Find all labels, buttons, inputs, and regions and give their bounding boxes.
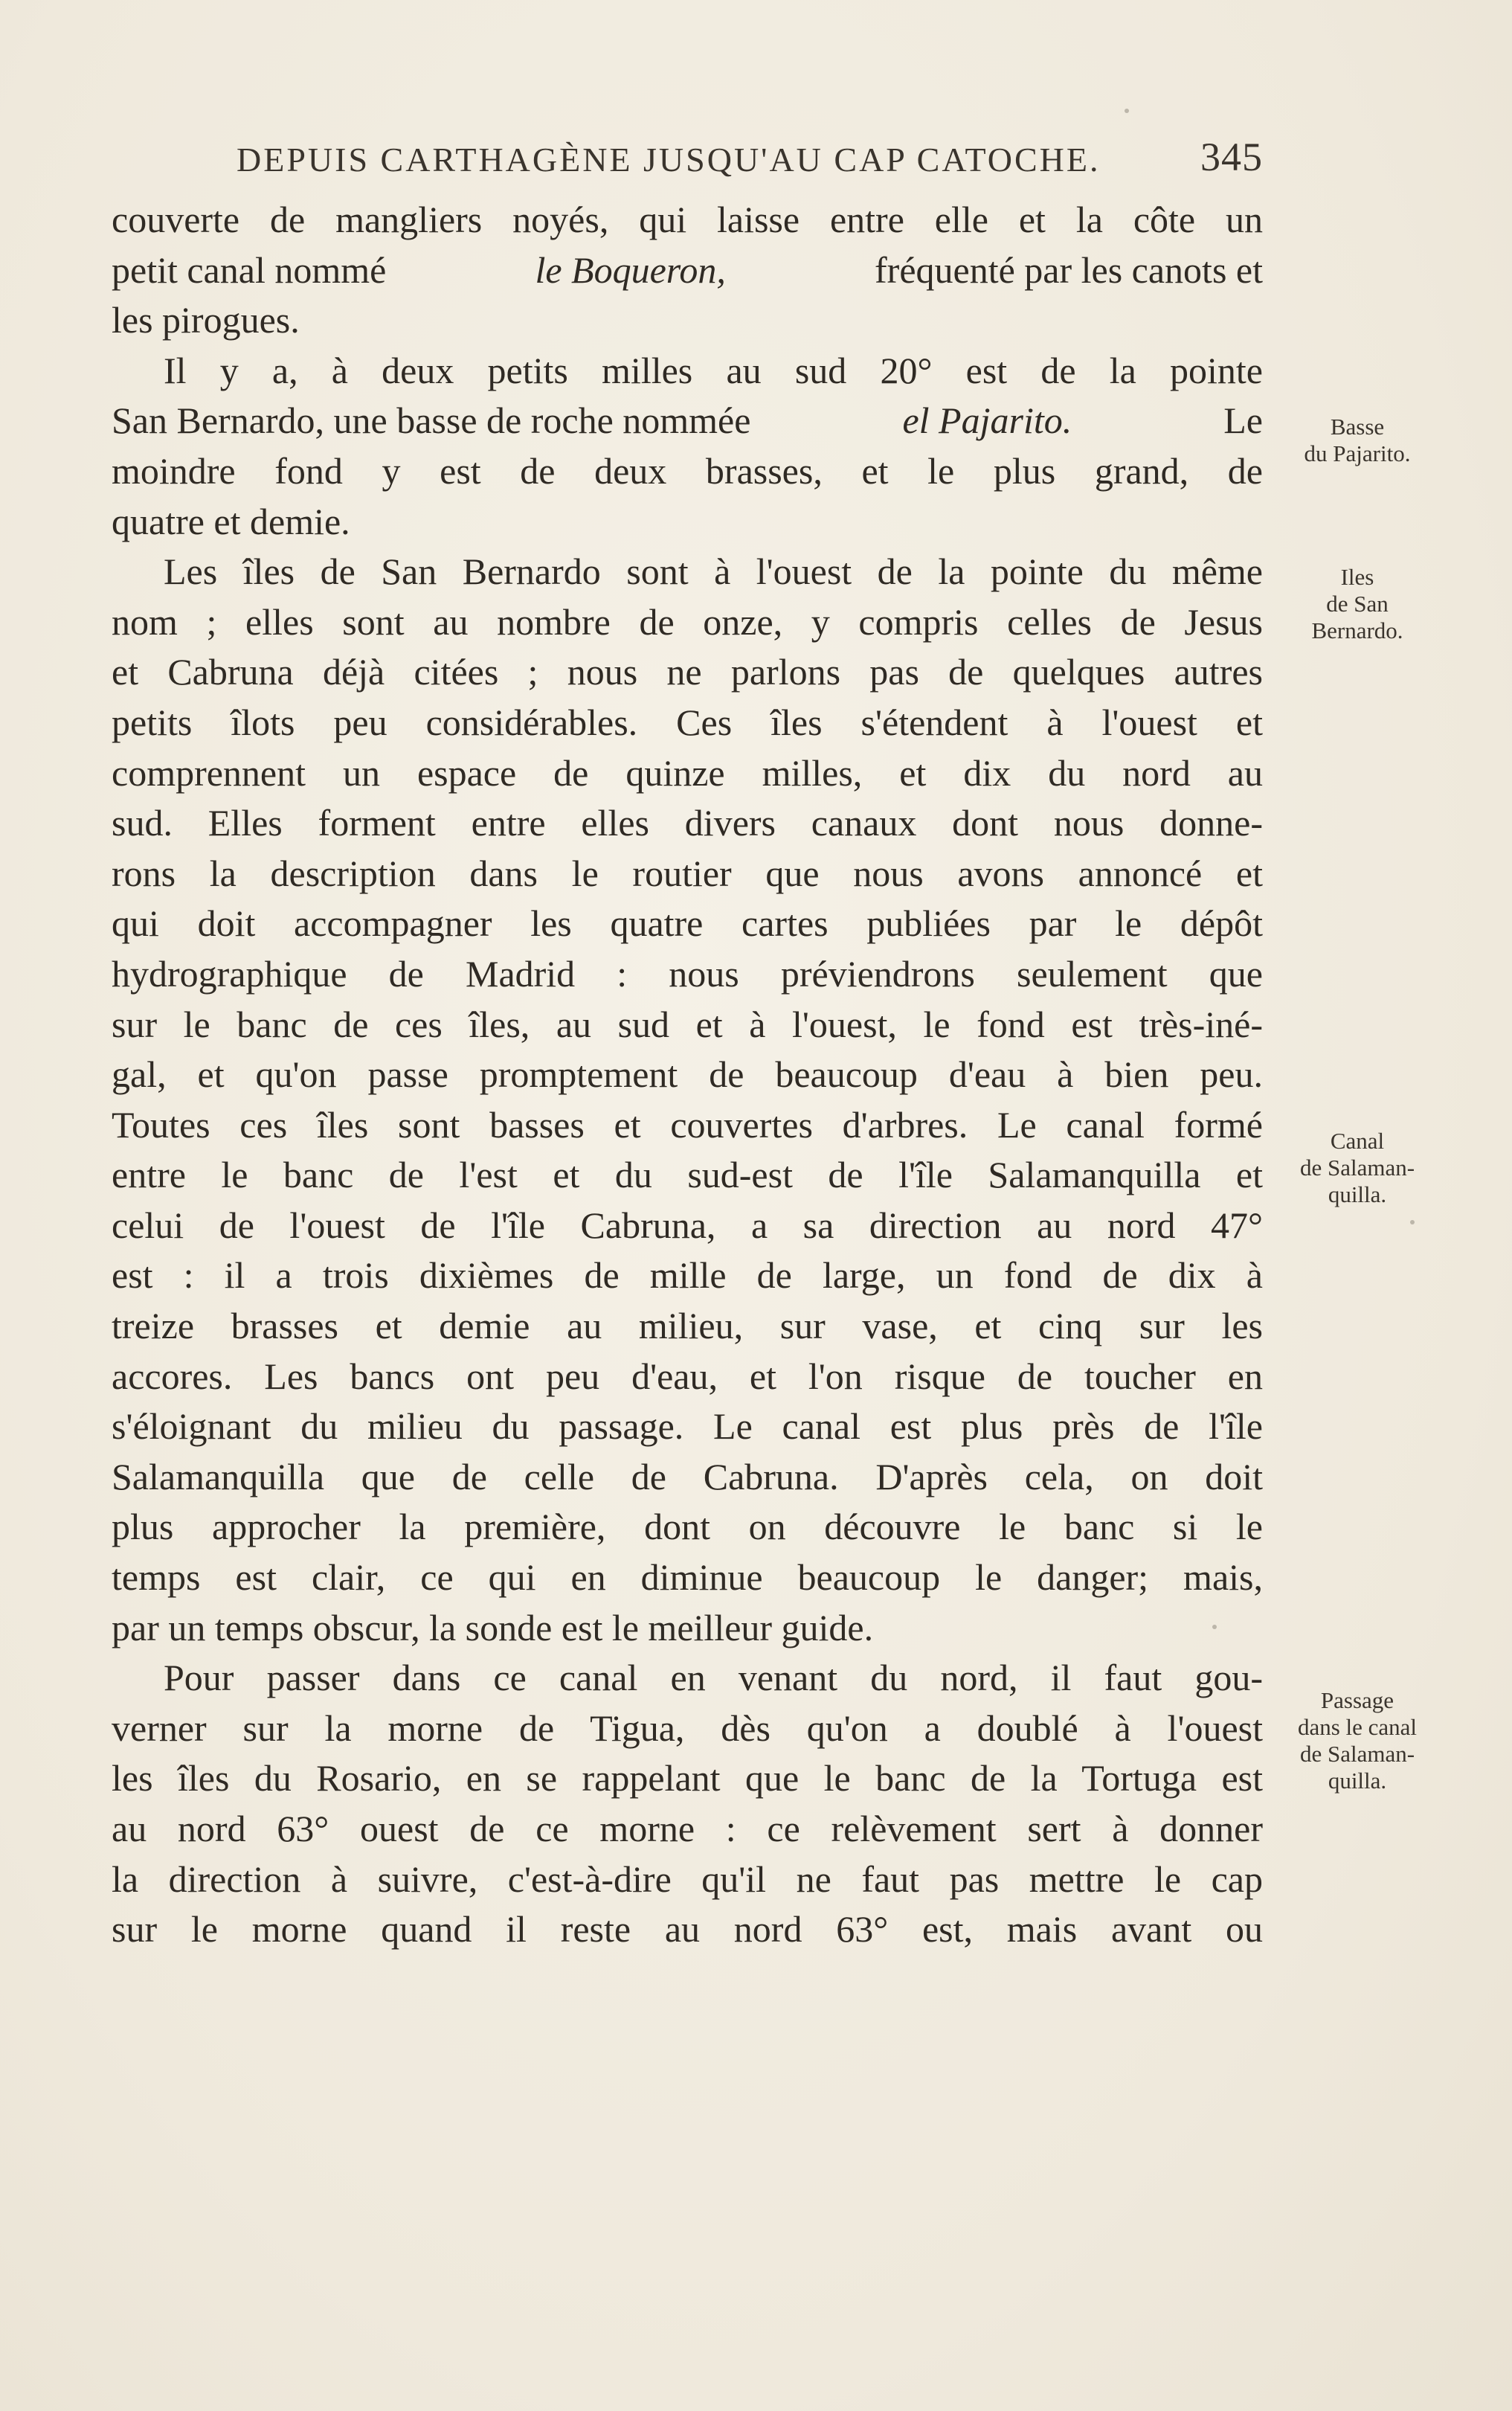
margin-note-line: Canal [1330,1128,1385,1154]
text-line: gal, et qu'on passe promptement de beaucoup d'eau à bien peu. [112,1053,1263,1096]
text-line: petits îlots peu considérables. Ces îles s'étendent à l'ouest et [112,701,1263,743]
text-line: verner sur la morne de Tigua, dès qu'on a doublé à l'ouest [112,1707,1263,1749]
margin-note-line: quilla. [1328,1181,1387,1207]
margin-note-line: de San [1326,591,1389,617]
page-number: 345 [1200,135,1263,179]
text-line: rons la description dans le routier que nous avons annoncé et [112,852,1263,894]
text-line [112,396,1263,446]
text-line: entre le banc de l'est et du sud-est de l'île Salamanquilla et [112,1154,1263,1196]
text-line: quatre et demie. [112,500,350,542]
text-segment: San Bernardo, une basse de roche nommée [112,399,751,442]
margin-note-line: du Pajarito. [1304,440,1411,466]
margin-note-line: Basse [1330,414,1385,440]
margin-note-line: de Salaman- [1299,1155,1415,1181]
margin-note-line: Bernardo. [1311,617,1403,643]
text-line: Toutes ces îles sont basses et couvertes d'arbres. Le canal formé [112,1103,1263,1146]
text-line: les îles du Rosario, en se rappelant que le banc de la Tortuga est [112,1757,1263,1800]
paper-speck [1410,1220,1415,1224]
paper-speck [1125,109,1129,113]
text-line: est : il a trois dixièmes de mille de large, un fond de dix à [112,1254,1263,1297]
text-segment: Le [1223,399,1263,442]
text-line: sur le banc de ces îles, au sud et à l'ouest, le fond est très-iné- [112,1003,1263,1045]
text-line [112,245,1263,296]
text-line: sud. Elles forment entre elles divers canaux dont nous donne- [112,802,1263,844]
text-segment: petit canal nommé [112,248,387,291]
text-line: treize brasses et demie au milieu, sur vase, et cinq sur les [112,1305,1263,1347]
body-text [112,195,1263,1955]
text-line: nom ; elles sont au nombre de onze, y compris celles de Jesus [112,600,1263,643]
paper-speck [1212,1625,1217,1629]
margin-note-passage-canal [1272,1687,1443,1794]
margin-note-basse-pajarito [1272,414,1443,467]
text-line: sur le morne quand il reste au nord 63° est, mais avant ou [112,1908,1263,1951]
text-line: celui de l'ouest de l'île Cabruna, a sa direction au nord 47° [112,1204,1263,1246]
text-line: Salamanquilla que de celle de Cabruna. D'après cela, on doit [112,1455,1263,1497]
margin-note-canal-salamanquilla [1272,1128,1443,1208]
text-line: hydrographique de Madrid : nous préviendrons seulement que [112,952,1263,995]
margin-note-line: dans le canal [1297,1714,1418,1740]
margin-note-line: Passage [1320,1687,1394,1713]
text-line: s'éloignant du milieu du passage. Le canal est plus près de l'île [112,1405,1263,1448]
margin-note-line: de Salaman- [1299,1741,1415,1767]
text-line: Pour passer dans ce canal en venant du nord, il faut gou- [164,1657,1263,1699]
text-line: et Cabruna déjà citées ; nous ne parlons pas de quelques autres [112,651,1263,693]
text-line: Les îles de San Bernardo sont à l'ouest de la pointe du même [164,550,1263,593]
place-name: el Pajarito. [902,399,1072,442]
text-line: temps est clair, ce qui en diminue beaucoup le danger; mais, [112,1556,1263,1599]
margin-note-line: Iles [1340,564,1374,590]
text-line: comprennent un espace de quinze milles, et dix du nord au [112,751,1263,794]
text-line: moindre fond y est de deux brasses, et le plus grand, de [112,449,1263,492]
text-line: Il y a, à deux petits milles au sud 20° est de la pointe [164,349,1263,391]
page-header [237,134,1263,186]
text-segment: fréquenté par les canots et [875,248,1263,291]
place-name: le Boqueron, [535,248,726,291]
margin-note-line: quilla. [1328,1768,1387,1794]
running-title: DEPUIS CARTHAGÈNE JUSQU'AU CAP CATOCHE. [237,141,1101,179]
margin-note-iles-san-bernardo [1272,564,1443,644]
text-line: plus approcher la première, dont on découvre le banc si le [112,1506,1263,1548]
text-line: qui doit accompagner les quatre cartes publiées par le dépôt [112,902,1263,945]
text-line: la direction à suivre, c'est-à-dire qu'il ne faut pas mettre le cap [112,1858,1263,1900]
text-line: au nord 63° ouest de ce morne : ce relèvement sert à donner [112,1808,1263,1849]
text-line: accores. Les bancs ont peu d'eau, et l'on risque de toucher en [112,1355,1263,1397]
text-line: couverte de mangliers noyés, qui laisse entre elle et la côte un [112,199,1263,240]
text-line: les pirogues. [112,299,300,341]
text-line: par un temps obscur, la sonde est le meilleur guide. [112,1606,874,1648]
